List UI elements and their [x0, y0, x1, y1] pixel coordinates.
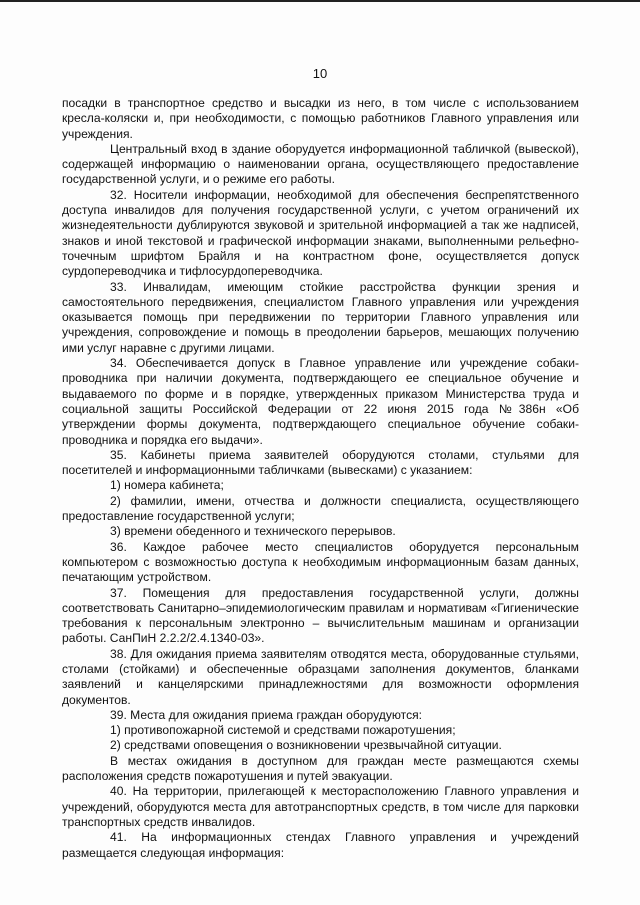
paragraph: 40. На территории, прилегающей к месторасположению Главного управления и учреждений, оборудуются места для автотранспортных средств, в том числе для парковки транспортных средств инвалидов. — [62, 784, 579, 829]
paragraph: 1) противопожарной системой и средствами пожаротушения; — [110, 723, 456, 738]
paragraph: 1) номера кабинета; — [110, 478, 224, 493]
paragraph: 32. Носители информации, необходимой для обеспечения беспрепятственного доступа инвалидов для получения государственной услуги, с учетом ограничений их жизнедеятельности дублируются звуковой и зрительной информацией а так же надписей, знаков и иной текстовой и графической информации знаками, выполненными рельефно-точечным шрифтом Брайля и на контрастном фоне, осуществляется допуск сурдопереводчика и тифлосурдопереводчика. — [62, 187, 579, 279]
paragraph: 33. Инвалидам, имеющим стойкие расстройства функции зрения и самостоятельного передвижения, специалистом Главного управления или учреждения оказывается помощь при передвижении по территории Главного управления или учреждения, сопровождение и помощь в преодолении барьеров, мешающих получению ими услуг наравне с другими лицами. — [62, 279, 579, 355]
paragraph: 34. Обеспечивается допуск в Главное управление или учреждение собаки-проводника при наличии документа, подтверждающего ее специальное обучение и выдаваемого по форме и в порядке, утвержденных приказом Министерства труда и социальной защиты Российской Федерации от 22 июня 2015 года №386н «Об утверждении формы документа, подтверждающего специальное обучение собаки-проводника и порядка его выдачи». — [62, 356, 579, 447]
paragraph: 41. На информационных стендах Главного управления и учреждений размещается следующая информация: — [62, 830, 579, 860]
paragraph: 35. Кабинеты приема заявителей оборудуются столами, стульями для посетителей и информационными табличками (вывесками) с указанием: — [62, 447, 579, 478]
paragraph: 2) средствами оповещения о возникновении чрезвычайной ситуации. — [110, 738, 502, 753]
scan-top-edge — [0, 0, 640, 2]
paragraph: 36. Каждое рабочее место специалистов оборудуется персональным компьютером с возможностью доступа к необходимым информационным базам данных, печатающим устройством. — [62, 539, 579, 585]
paragraph: 38. Для ожидания приема заявителям отводятся места, оборудованные стульями, столами (стойками) и обеспеченные образцами заполнения документов, бланками заявлений и канцелярскими принадлежностями для возможности оформления документов. — [62, 646, 579, 707]
paragraph: 37. Помещения для предоставления государственной услуги, должны соответствовать Санитарно–эпидемиологическим правилам и нормативам «Гигиенические требования к персональным электронно – вычислительным машинам и организации работы. СанПиН 2.2.2/2.4.1340-03». — [62, 585, 579, 646]
document-body — [62, 96, 579, 861]
paragraph: В местах ожидания в доступном для граждан месте размещаются схемы расположения средств пожаротушения и путей эвакуации. — [62, 753, 579, 784]
page-number: 10 — [312, 66, 328, 81]
paragraph: 39. Места для ожидания приема граждан оборудуются: — [110, 707, 423, 722]
paragraph: Центральный вход в здание оборудуется информационной табличкой (вывеской), содержащей информацию о наименовании органа, осуществляющего предоставление государственной услуги, и о режиме его работы. — [62, 141, 579, 187]
paragraph: посадки в транспортное средство и высадки из него, в том числе с использованием кресла-коляски и, при необходимости, с помощью работников Главного управления или учреждения. — [62, 96, 579, 141]
paragraph: 2) фамилии, имени, отчества и должности специалиста, осуществляющего предоставление государственной услуги; — [62, 493, 579, 524]
paragraph: 3) времени обеденного и технического перерывов. — [110, 524, 396, 539]
